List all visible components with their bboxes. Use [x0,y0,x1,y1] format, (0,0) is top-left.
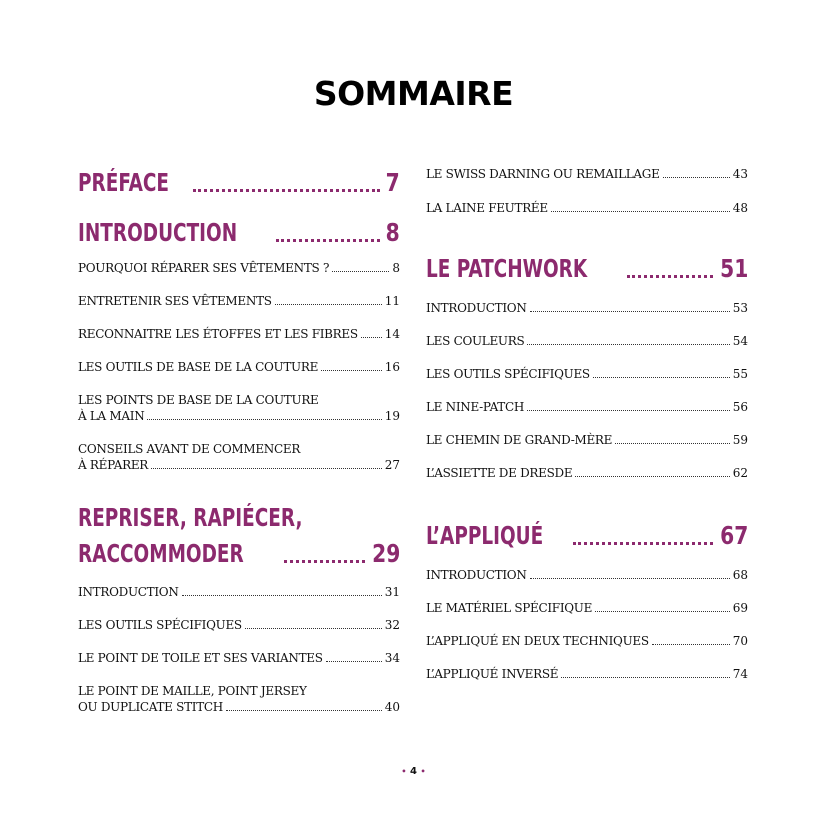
section-label-line1: REPRISER, RAPIÉCER, [78,503,303,532]
entry-page: 54 [732,334,748,348]
toc-entry[interactable] [78,359,400,375]
toc-entry[interactable] [78,683,400,715]
toc-entry[interactable] [426,633,748,649]
entry-page: 11 [384,294,400,308]
dot-leader [527,410,730,411]
dot-leader [361,337,382,338]
toc-entry[interactable] [426,567,748,583]
dot-leader [193,189,380,192]
entry-label: INTRODUCTION [426,301,527,315]
entry-label-line1: LES POINTS DE BASE DE LA COUTURE [78,393,319,407]
entry-label: LE NINE-PATCH [426,400,525,414]
dot-leader [226,710,382,711]
dot-leader [276,239,380,242]
entry-page: 14 [384,327,400,341]
entry-label: L’ASSIETTE DE DRESDE [426,466,573,480]
toc-entry[interactable] [78,617,400,633]
dot-leader [284,560,365,563]
dot-leader [593,377,730,378]
section-introduction[interactable] [78,218,400,248]
section-page: 7 [385,168,400,197]
bullet-left: • [401,767,407,776]
dot-leader [652,644,730,645]
entry-label: LES OUTILS DE BASE DE LA COUTURE [78,360,319,374]
toc-entry[interactable] [426,333,748,349]
entry-page: 62 [732,466,748,480]
section-patchwork[interactable] [426,254,748,284]
entry-page: 31 [384,585,400,599]
entry-label: LES OUTILS SPÉCIFIQUES [78,618,242,632]
dot-leader [663,177,730,178]
page-number-value: 4 [410,766,417,777]
entry-page: 53 [732,301,748,315]
entry-label-line1: LE POINT DE MAILLE, POINT JERSEY [78,684,307,698]
toc-entry[interactable] [426,366,748,382]
entry-page: 70 [732,634,748,648]
entry-page: 55 [732,367,748,381]
toc-entry[interactable] [78,392,400,424]
section-page: 8 [385,218,400,247]
toc-entry[interactable] [426,300,748,316]
dot-leader [627,275,713,278]
dot-leader [151,468,382,469]
dot-leader [326,661,382,662]
section-page: 29 [371,539,400,568]
entry-page: 74 [732,667,748,681]
entry-page: 40 [384,700,400,714]
entry-label: POURQUOI RÉPARER SES VÊTEMENTS ? [78,261,330,275]
entry-label: LE POINT DE TOILE ET SES VARIANTES [78,651,323,665]
entry-page: 27 [384,458,400,472]
entry-label-line1: CONSEILS AVANT DE COMMENCER [78,442,301,456]
entry-label: L’APPLIQUÉ EN DEUX TECHNIQUES [426,634,649,648]
dot-leader [245,628,382,629]
entry-page: 59 [732,433,748,447]
entry-label: LE CHEMIN DE GRAND-MÈRE [426,433,613,447]
page-number [0,766,827,777]
toc-entry[interactable] [426,666,748,682]
entry-label: ENTRETENIR SES VÊTEMENTS [78,294,272,308]
section-repriser[interactable] [78,503,400,569]
dot-leader [530,311,730,312]
section-label: L’APPLIQUÉ [426,521,544,550]
toc-entry[interactable] [426,465,748,481]
entry-label: LES COULEURS [426,334,525,348]
entry-page: 56 [732,400,748,414]
entry-page: 32 [384,618,400,632]
toc-entry[interactable] [78,650,400,666]
entry-label: LA LAINE FEUTRÉE [426,201,548,215]
entry-page: 34 [384,651,400,665]
entry-page: 48 [732,201,748,215]
bullet-right: • [420,767,426,776]
dot-leader [561,677,729,678]
dot-leader [575,476,729,477]
entry-page: 16 [384,360,400,374]
dot-leader [527,344,729,345]
entry-label: OU DUPLICATE STITCH [78,700,223,714]
section-label: INTRODUCTION [78,218,238,247]
entry-label: LE MATÉRIEL SPÉCIFIQUE [426,601,593,615]
section-page: 67 [719,521,748,550]
entry-page: 43 [732,167,748,181]
toc-entry[interactable] [78,293,400,309]
section-applique[interactable] [426,521,748,551]
entry-label: L’APPLIQUÉ INVERSÉ [426,667,559,681]
entry-label: À LA MAIN [78,409,145,423]
toc-entry[interactable] [426,166,748,182]
toc-entry[interactable] [78,326,400,342]
dot-leader [530,578,730,579]
toc-left-column [78,164,400,715]
dot-leader [332,271,389,272]
dot-leader [321,370,382,371]
entry-page: 69 [732,601,748,615]
section-preface[interactable] [78,168,400,198]
entry-label: RECONNAITRE LES ÉTOFFES ET LES FIBRES [78,327,358,341]
entry-page: 19 [384,409,400,423]
page-title: SOMMAIRE [313,74,514,113]
entry-page: 8 [392,261,400,275]
section-page: 51 [719,254,748,283]
dot-leader [595,611,730,612]
toc-entry[interactable] [78,441,400,473]
entry-page: 68 [732,568,748,582]
toc-entry[interactable] [426,200,748,216]
entry-label: INTRODUCTION [426,568,527,582]
section-label: PRÉFACE [78,168,169,197]
toc-entry[interactable] [78,584,400,600]
toc-entry[interactable] [426,600,748,616]
dot-leader [615,443,730,444]
entry-label: LES OUTILS SPÉCIFIQUES [426,367,590,381]
toc-right-column [426,164,748,682]
entry-label: INTRODUCTION [78,585,179,599]
entry-label: À RÉPARER [78,458,149,472]
dot-leader [551,211,730,212]
toc-entry[interactable] [426,432,748,448]
entry-label: LE SWISS DARNING OU REMAILLAGE [426,167,660,181]
dot-leader [275,304,382,305]
dot-leader [147,419,381,420]
dot-leader [573,542,713,545]
section-label: LE PATCHWORK [426,254,588,283]
section-label: RACCOMMODER [78,539,244,568]
dot-leader [182,595,382,596]
toc-entry[interactable] [426,399,748,415]
toc-entry[interactable] [78,260,400,276]
